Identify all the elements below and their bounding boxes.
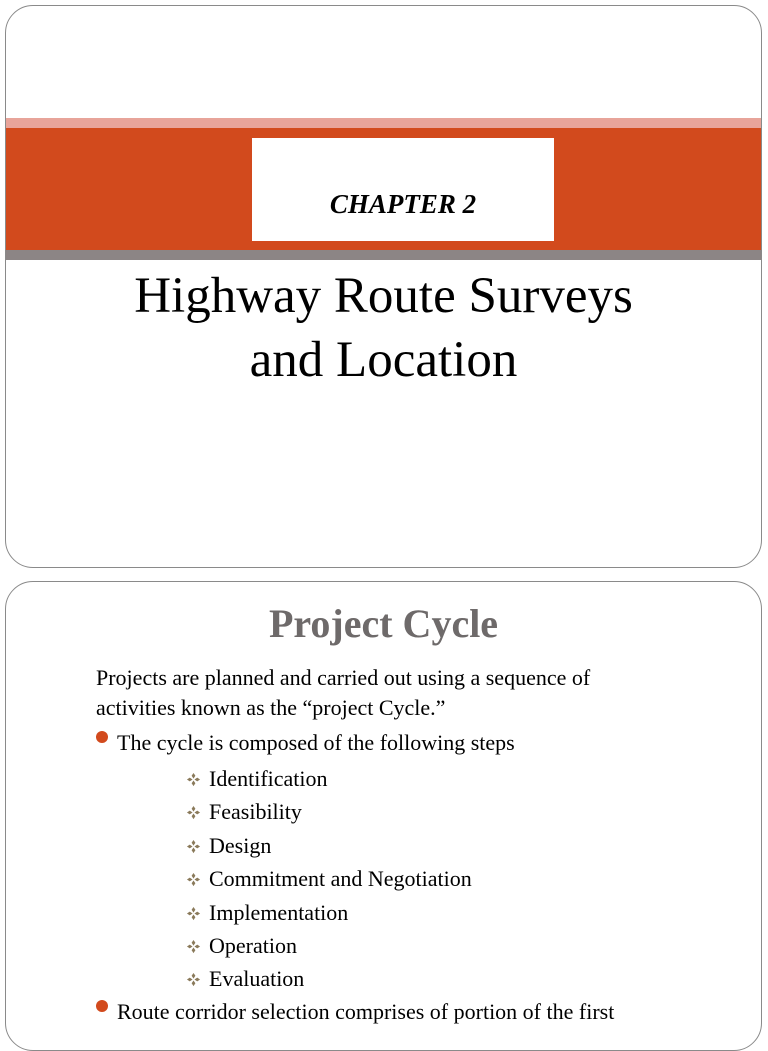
title-line-1: Highway Route Surveys — [134, 268, 633, 324]
header-band-bottom — [6, 250, 761, 260]
intro-paragraph — [96, 663, 696, 723]
list-item — [186, 795, 472, 828]
bullet-dot-icon — [96, 731, 108, 743]
step-label: Identification — [209, 766, 328, 791]
intro-line-1: Projects are planned and carried out using a sequence of — [96, 665, 591, 690]
list-item — [186, 896, 472, 929]
title-slide — [5, 5, 762, 568]
list-item — [186, 762, 472, 795]
bullet-text: The cycle is composed of the following steps — [117, 730, 515, 755]
header-band-top — [6, 118, 761, 128]
diamond-bullet-icon — [186, 872, 201, 887]
diamond-bullet-icon — [186, 906, 201, 921]
slide-heading: Project Cycle — [268, 601, 499, 646]
list-item — [186, 862, 472, 895]
bullet-item — [96, 997, 746, 1027]
chapter-label: CHAPTER 2 — [329, 189, 477, 219]
bullet-text: Route corridor selection comprises of portion of the first — [117, 999, 615, 1024]
step-label: Design — [209, 832, 272, 858]
intro-line-2: activities known as the “project Cycle.” — [96, 695, 446, 720]
step-label: Commitment and Negotiation — [209, 866, 472, 892]
chapter-box — [252, 138, 554, 241]
diamond-bullet-icon — [186, 839, 201, 854]
list-item — [186, 962, 472, 995]
step-label: Feasibility — [209, 799, 302, 825]
list-item — [186, 829, 472, 862]
bullet-item — [96, 728, 746, 758]
content-slide — [5, 581, 762, 1051]
bullet-dot-icon — [96, 1000, 108, 1012]
diamond-bullet-icon — [186, 772, 201, 787]
step-label: Operation — [209, 933, 297, 959]
diamond-bullet-icon — [186, 972, 201, 987]
diamond-bullet-icon — [186, 939, 201, 954]
list-item — [186, 929, 472, 962]
steps-list — [186, 762, 472, 996]
diamond-bullet-icon — [186, 805, 201, 820]
step-label: Implementation — [209, 899, 349, 925]
step-label: Evaluation — [209, 966, 305, 992]
slide-title — [6, 264, 761, 392]
title-line-2: and Location — [249, 332, 518, 388]
